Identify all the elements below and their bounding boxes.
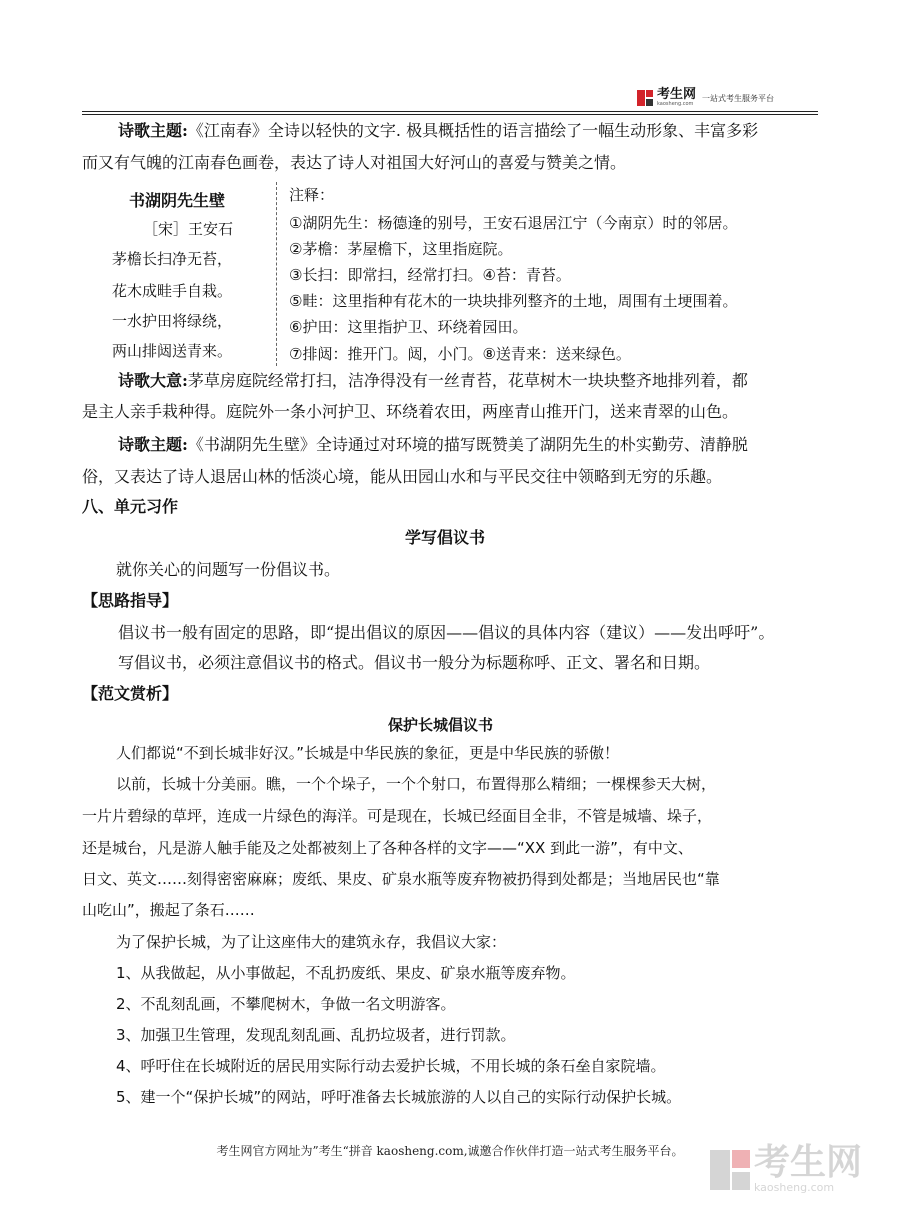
note-item: ⑤畦：这里指种有花木的一块块排列整齐的土地，周围有土埂围着。 [289,292,738,310]
logo-text [657,89,696,107]
footer-watermark [710,1142,863,1194]
note-item: ③长扫：即常扫，经常打扫。④苔：青苔。 [289,266,571,284]
poem2-theme-text: 《书湖阴先生壁》全诗通过对环境的描写既赞美了湖阴先生的朴实勤劳、清静脱 [187,435,748,454]
section8-heading: 八、单元习作 [82,497,179,516]
watermark-text [754,1142,863,1194]
guidance-line1: 倡议书一般有固定的思路，即“提出倡议的原因——倡议的具体内容（建议）——发出呼吁”。 [118,623,775,642]
note-item: ①湖阴先生：杨德逢的别号，王安石退居江宁（今南京）时的邻居。 [289,214,738,232]
poem2-theme-line1 [118,434,748,456]
poem2-theme-line2: 俗，又表达了诗人退居山林的恬淡心境，能从田园山水和与平民交往中领略到无穷的乐趣。 [82,467,723,486]
poem2-line-2: 花木成畦手自栽。 [112,282,233,300]
poem2-meaning-line1 [118,370,748,392]
poem2-theme-label: 诗歌主题: [118,435,188,454]
notes-divider [276,182,277,366]
sample-line: 人们都说“不到长城非好汉。”长城是中华民族的象征，更是中华民族的骄傲！ [116,744,620,762]
poem1-theme-label: 诗歌主题: [118,121,188,140]
sample-line: 2、不乱刻乱画，不攀爬树木，争做一名文明游客。 [116,995,456,1013]
poem2-line-1: 茅檐长扫净无苔， [112,250,233,268]
note-item: ⑦排闼：推开门。闼，小门。⑧送青来：送来绿色。 [289,345,631,363]
poem2-line-3: 一水护田将绿绕， [112,312,233,330]
poem2-title: 书湖阴先生壁 [129,191,226,210]
poem2-meaning-label: 诗歌大意: [118,371,188,390]
notes-heading: 注释： [289,186,335,204]
section8-prompt: 就你关心的问题写一份倡议书。 [116,560,341,579]
sample-title: 保护长城倡议书 [388,716,494,734]
sample-line: 还是城台，凡是游人触手能及之处都被刻上了各种各样的文字——“XX 到此一游”，有中文、 [82,839,693,857]
poem2-meaning-text: 茅草房庭院经常打扫，洁净得没有一丝青苔，花草树木一块块整齐地排列着，都 [187,371,748,390]
header-rule-top [82,111,818,112]
logo-url: kaosheng.com [657,101,694,107]
logo-name: 考生网 [657,87,697,102]
poem1-theme-text: 《江南春》全诗以轻快的文字. 极具概括性的语言描绘了一幅生动形象、丰富多彩 [187,121,759,140]
kaosheng-logo-icon [637,90,653,106]
sample-line: 为了保护长城，为了让这座伟大的建筑永存，我倡议大家： [116,933,507,951]
sample-line: 山吃山”，搬起了条石…… [82,901,255,919]
sample-line: 3、加强卫生管理，发现乱刻乱画、乱扔垃圾者，进行罚款。 [116,1026,516,1044]
watermark-name: 考生网 [754,1142,863,1183]
note-item: ⑥护田：这里指护卫、环绕着园田。 [289,318,528,336]
poem1-theme-line2: 而又有气魄的江南春色画卷，表达了诗人对祖国大好河山的喜爱与赞美之情。 [82,153,627,172]
sample-line: 一片片碧绿的草坪，连成一片绿色的海洋。可是现在，长城已经面目全非，不管是城墙、垛子， [82,807,713,825]
sample-heading: 【范文赏析】 [82,684,179,703]
logo-slogan: 一站式考生服务平台 [702,93,775,103]
poem2-author: ［宋］王安石 [143,220,234,238]
sample-line: 日文、英文……刻得密密麻麻；废纸、果皮、矿泉水瓶等废弃物被扔得到处都是；当地居民也“靠 [82,870,720,888]
header-logo [637,88,817,108]
poem1-theme-line1 [118,120,818,142]
header-rule-bottom [82,114,818,115]
guidance-line2: 写倡议书，必须注意倡议书的格式。倡议书一般分为标题称呼、正文、署名和日期。 [118,653,711,672]
note-item: ②茅檐：茅屋檐下，这里指庭院。 [289,240,513,258]
poem2-line-4: 两山排闼送青来。 [112,342,233,360]
sample-line: 以前，长城十分美丽。瞧，一个个垛子，一个个射口，布置得那么精细；一棵棵参天大树， [116,775,717,793]
sample-line: 5、建一个“保护长城”的网站，呼吁准备去长城旅游的人以自己的实际行动保护长城。 [116,1088,682,1106]
sample-line: 1、从我做起，从小事做起，不乱扔废纸、果皮、矿泉水瓶等废弃物。 [116,964,576,982]
section8-title: 学写倡议书 [405,528,486,547]
watermark-logo-icon [710,1150,750,1190]
footer-text: 考生网官方网址为”考生“拼音 kaosheng.com,诚邀合作伙伴打造一站式考生服务平台。 [216,1144,684,1158]
guidance-heading: 【思路指导】 [82,591,179,610]
poem2-meaning-line2: 是主人亲手栽种得。庭院外一条小河护卫、环绕着农田，两座青山推开门，送来青翠的山色。 [82,402,739,421]
sample-line: 4、呼吁住在长城附近的居民用实际行动去爱护长城，不用长城的条石垒自家院墙。 [116,1057,666,1075]
watermark-url: kaosheng.com [754,1181,835,1194]
